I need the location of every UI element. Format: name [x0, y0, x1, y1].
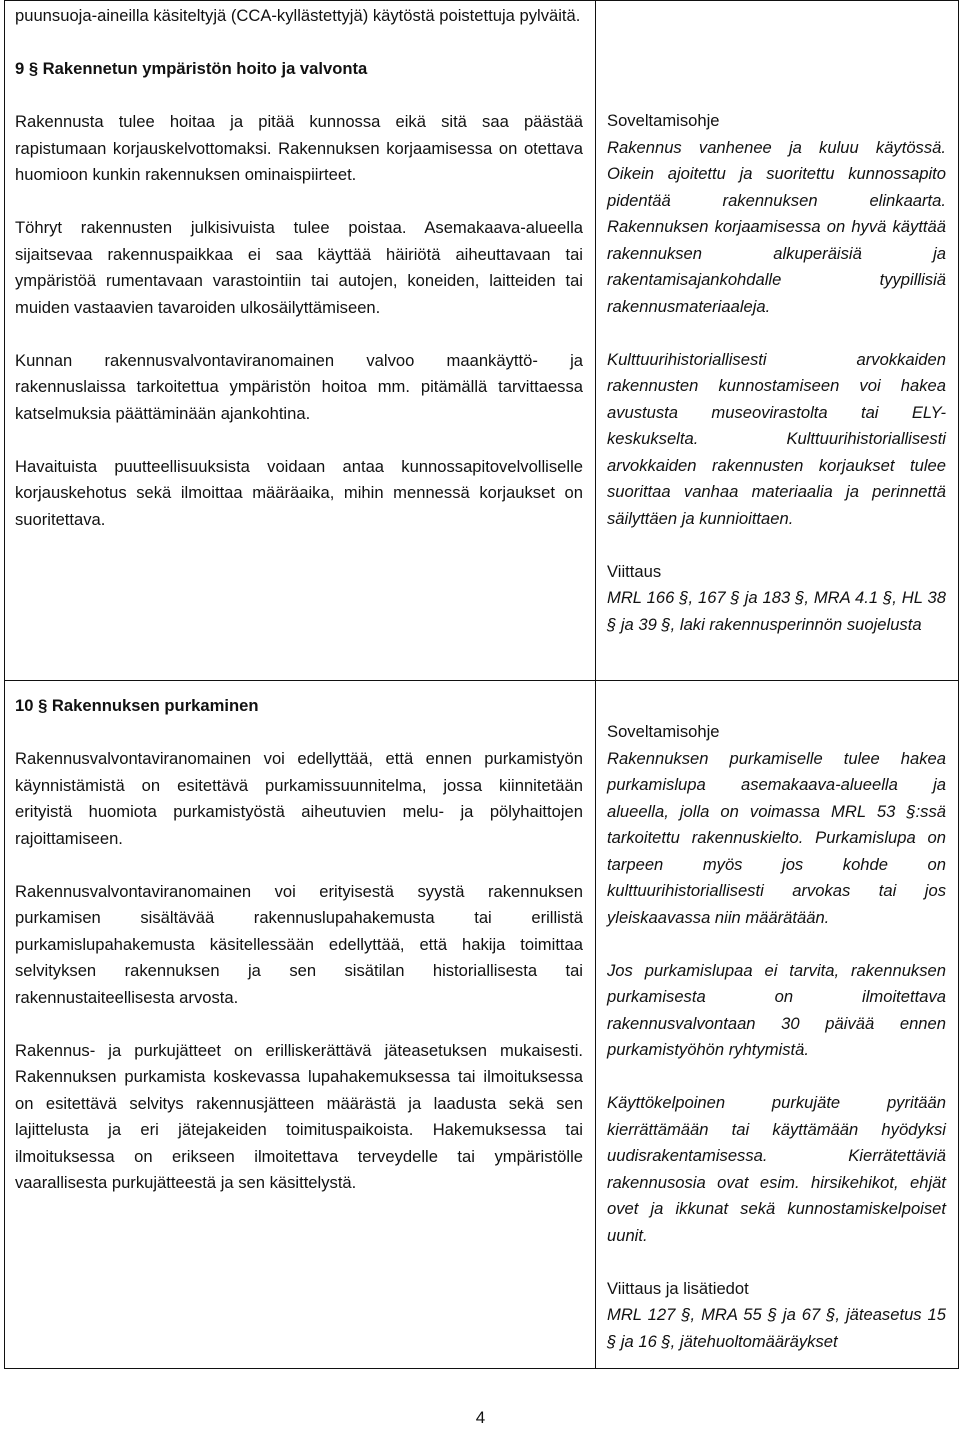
regulation-table: [4, 0, 959, 1369]
section-10-heading: 10 § Rakennuksen purkaminen: [15, 696, 259, 715]
section-9-heading: 9 § Rakennetun ympäristön hoito ja valvonta: [15, 59, 368, 78]
section-10-guide-cell: [596, 681, 959, 1369]
reference-label: Viittaus ja lisätiedot: [607, 1278, 749, 1298]
section-9-paragraph: Havaituista puutteellisuuksista voidaan antaa kunnossapitovelvolliselle korjauskehotus sekä ilmoittaa määräaika, mihin mennessä korjaukset on suoritettava.: [15, 456, 583, 529]
guide-paragraph: Rakennuksen purkamiselle tulee hakea purkamislupa asemakaava-alueella ja alueella, jolla on voimassa MRL 53 §:ssä tarkoitettu rakennuskielto. Purkamislupa on tarpeen myös jos kohde on kulttuurihistoriallisesti arvokas tai jos yleiskaavassa niin määrätään.: [607, 748, 946, 927]
guide-paragraph: Rakennus vanhenee ja kuluu käytössä. Oikein ajoitettu ja suoritettu kunnossapito pidentää rakennuksen elinkaarta. Rakennuksen korjaamisessa on hyvä käyttää rakennuksen alkuperäisiä ja rakentamisajankohdalle tyypillisiä rakennusmateriaaleja.: [607, 137, 946, 316]
guide-label: Soveltamisohje: [607, 722, 720, 741]
section-10-paragraph: Rakennus- ja purkujätteet on erilliskerättävä jäteasetuksen mukaisesti. Rakennuksen purkamista koskevassa lupahakemuksessa tai ilmoituksessa on esitettävä selvitys rakennusjätteen määrästä ja laadusta sekä sen lajittelusta ja eri jätejakeiden toimituspaikoista. Hakemuksessa tai ilmoituksessa on erikseen ilmoitettava terveydelle tai ympäristölle vaarallisesta purkujätteestä ja sen käsittelystä.: [15, 1040, 583, 1192]
section-9-row: [5, 1, 959, 681]
reference-label: Viittaus: [607, 561, 662, 581]
guide-paragraph: Jos purkamislupaa ei tarvita, rakennuksen purkamisesta on ilmoitettava rakennusvalvontaan 30 päivää ennen purkamistyöhön ryhtymistä.: [607, 960, 946, 1059]
reference-text: MRL 127 §, MRA 55 § ja 67 §, jäteasetus 15 § ja 16 §, jätehuoltomääräykset: [607, 1305, 946, 1351]
section-9-text-cell: [5, 1, 596, 681]
carryover-text: puunsuoja-aineilla käsiteltyjä (CCA-kyllästettyjä) käytöstä poistettuja pylväitä.: [15, 6, 581, 25]
reference-text: MRL 166 §, 167 § ja 183 §, MRA 4.1 §, HL 38 § ja 39 §, laki rakennusperinnön suojelusta: [607, 588, 946, 634]
section-10-paragraph: Rakennusvalvontaviranomainen voi erityisestä syystä rakennuksen purkamisen sisältävää rakennuslupahakemusta tai erillistä purkamislupahakemusta käsitellessään edellyttää, että hakija toimittaa selvityksen rakennuksen ja sen sisätilan historiallisesta tai rakennustaiteellisesta arvosta.: [15, 881, 583, 1007]
guide-label: Soveltamisohje: [607, 111, 720, 130]
section-9-guide-cell: [596, 1, 959, 681]
page-number: 4: [475, 1408, 486, 1427]
section-10-row: [5, 681, 959, 1369]
guide-paragraph: Kulttuurihistoriallisesti arvokkaiden rakennusten kunnostamiseen voi hakea avustusta museovirastolta tai ELY-keskukselta. Kulttuurihistoriallisesti arvokkaiden rakennusten korjaukset tulee suorittaa vanhaa materiaalia ja perinnettä säilyttäen ja kunnioittaen.: [607, 349, 946, 528]
section-9-paragraph: Kunnan rakennusvalvontaviranomainen valvoo maankäyttö- ja rakennuslaissa tarkoitettua ympäristön hoitoa mm. pitämällä tarvittaessa katselmuksia päättäminään ajankohtina.: [15, 350, 583, 423]
guide-paragraph: Käyttökelpoinen purkujäte pyritään kierrättämään tai käyttämään hyödyksi uudisrakentamisessa. Kierrätettäviä rakennusosia ovat esim. hirsikehikot, ehjät ovet ja ikkunat sekä kunnostamiskelpoiset uunit.: [607, 1093, 946, 1245]
section-10-text-cell: [5, 681, 596, 1369]
section-9-paragraph: Rakennusta tulee hoitaa ja pitää kunnossa eikä sitä saa päästää rapistumaan korjauskelvottomaksi. Rakennuksen korjaamisessa on otettava huomioon kunkin rakennuksen ominaispiirteet.: [15, 112, 583, 184]
section-10-paragraph: Rakennusvalvontaviranomainen voi edellyttää, että ennen purkamistyön käynnistämistä on esitettävä purkamissuunnitelma, jossa kiinnitetään erityistä huomiota purkamistyöstä aiheutuvien melu- ja pölyhaittojen rajoittamiseen.: [15, 749, 583, 848]
document-page: [4, 0, 957, 1427]
section-9-paragraph: Töhryt rakennusten julkisivuista tulee poistaa. Asemakaava-alueella sijaitsevaa rakennuspaikkaa ei saa käyttää häiriötä aiheuttavaan tai ympäristöä rumentavaan varastointiin tai autojen, koneiden, laitteiden tai muiden vastaavien tavaroiden ulkosäilyttämiseen.: [15, 218, 583, 317]
